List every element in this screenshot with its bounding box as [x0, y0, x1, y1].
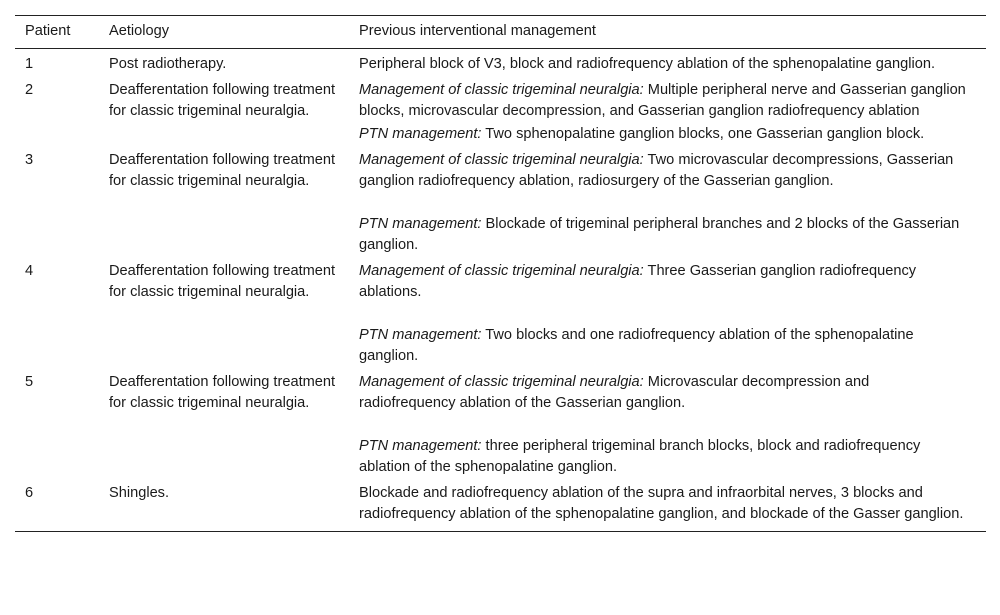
entry-label: PTN management:	[359, 327, 482, 343]
table-row	[15, 75, 986, 145]
cell-aetiology: Deafferentation following treatment for classic trigeminal neuralgia.	[109, 82, 336, 119]
table-body	[15, 49, 986, 532]
entry-text: Two microvascular decompressions, Gasserian ganglion radiofrequency ablation, radiosurgery of the Gasserian ganglion.	[359, 152, 954, 189]
cell-patient: 5	[25, 374, 34, 390]
entry-label: PTN management:	[359, 438, 482, 454]
entry-label: Management of classic trigeminal neuralgia:	[359, 82, 644, 98]
cell-aetiology: Deafferentation following treatment for classic trigeminal neuralgia.	[109, 374, 336, 411]
cell-aetiology: Post radiotherapy.	[109, 56, 227, 72]
entry-text: Multiple peripheral nerve and Gasserian ganglion blocks, microvascular decompression, and Gasserian ganglion radiofrequency ablation	[359, 82, 966, 119]
cell-aetiology: Deafferentation following treatment for classic trigeminal neuralgia.	[109, 263, 336, 300]
cell-management	[349, 145, 986, 256]
cell-patient: 3	[25, 152, 34, 168]
management-entry	[359, 214, 966, 256]
patients-table	[15, 15, 986, 532]
patients-table-container	[15, 15, 986, 532]
management-entry	[359, 436, 966, 478]
header-patient: Patient	[15, 16, 99, 49]
cell-management	[349, 256, 986, 367]
table-header	[15, 16, 986, 49]
entry-label: Management of classic trigeminal neuralgia:	[359, 263, 644, 279]
cell-patient: 1	[25, 56, 34, 72]
cell-patient: 4	[25, 263, 34, 279]
management-entry	[359, 150, 966, 192]
management-entry	[359, 80, 966, 122]
header-aetiology: Aetiology	[99, 16, 349, 49]
cell-management	[349, 49, 986, 76]
table-row	[15, 478, 986, 532]
management-entry	[359, 483, 966, 525]
cell-management	[349, 75, 986, 145]
management-entry	[359, 325, 966, 367]
table-row	[15, 367, 986, 478]
cell-patient: 6	[15, 478, 99, 532]
management-entry	[359, 124, 966, 145]
entry-label: Management of classic trigeminal neuralgia:	[359, 374, 644, 390]
entry-text: Blockade of trigeminal peripheral branches and 2 blocks of the Gasserian ganglion.	[359, 216, 960, 253]
entry-label: PTN management:	[359, 126, 482, 142]
cell-management	[349, 367, 986, 478]
table-row	[15, 256, 986, 367]
entry-text: Two blocks and one radiofrequency ablation of the sphenopalatine ganglion.	[359, 327, 914, 364]
cell-aetiology: Shingles.	[99, 478, 349, 532]
entry-text: Blockade and radiofrequency ablation of the supra and infraorbital nerves, 3 blocks and radiofrequency ablation of the sphenopalatine ganglion, and blockade of the Gasser ganglion.	[359, 485, 964, 522]
header-row	[15, 16, 986, 49]
entry-text: Two sphenopalatine ganglion blocks, one Gasserian ganglion block.	[481, 126, 925, 142]
header-management: Previous interventional management	[349, 16, 986, 49]
cell-aetiology: Deafferentation following treatment for classic trigeminal neuralgia.	[109, 152, 336, 189]
entry-label: Management of classic trigeminal neuralgia:	[359, 152, 644, 168]
management-entry	[359, 261, 966, 303]
entry-text: Microvascular decompression and radiofrequency ablation of the Gasserian ganglion.	[359, 374, 870, 411]
entry-text: Peripheral block of V3, block and radiofrequency ablation of the sphenopalatine ganglion.	[359, 56, 936, 72]
table-row	[15, 49, 986, 76]
entry-text: Three Gasserian ganglion radiofrequency ablations.	[359, 263, 917, 300]
management-entry	[359, 54, 966, 75]
table-row	[15, 145, 986, 256]
cell-patient: 2	[25, 82, 34, 98]
entry-label: PTN management:	[359, 216, 482, 232]
management-entry	[359, 372, 966, 414]
entry-text: three peripheral trigeminal branch blocks, block and radiofrequency ablation of the sphenopalatine ganglion.	[359, 438, 921, 475]
cell-management	[349, 478, 986, 532]
